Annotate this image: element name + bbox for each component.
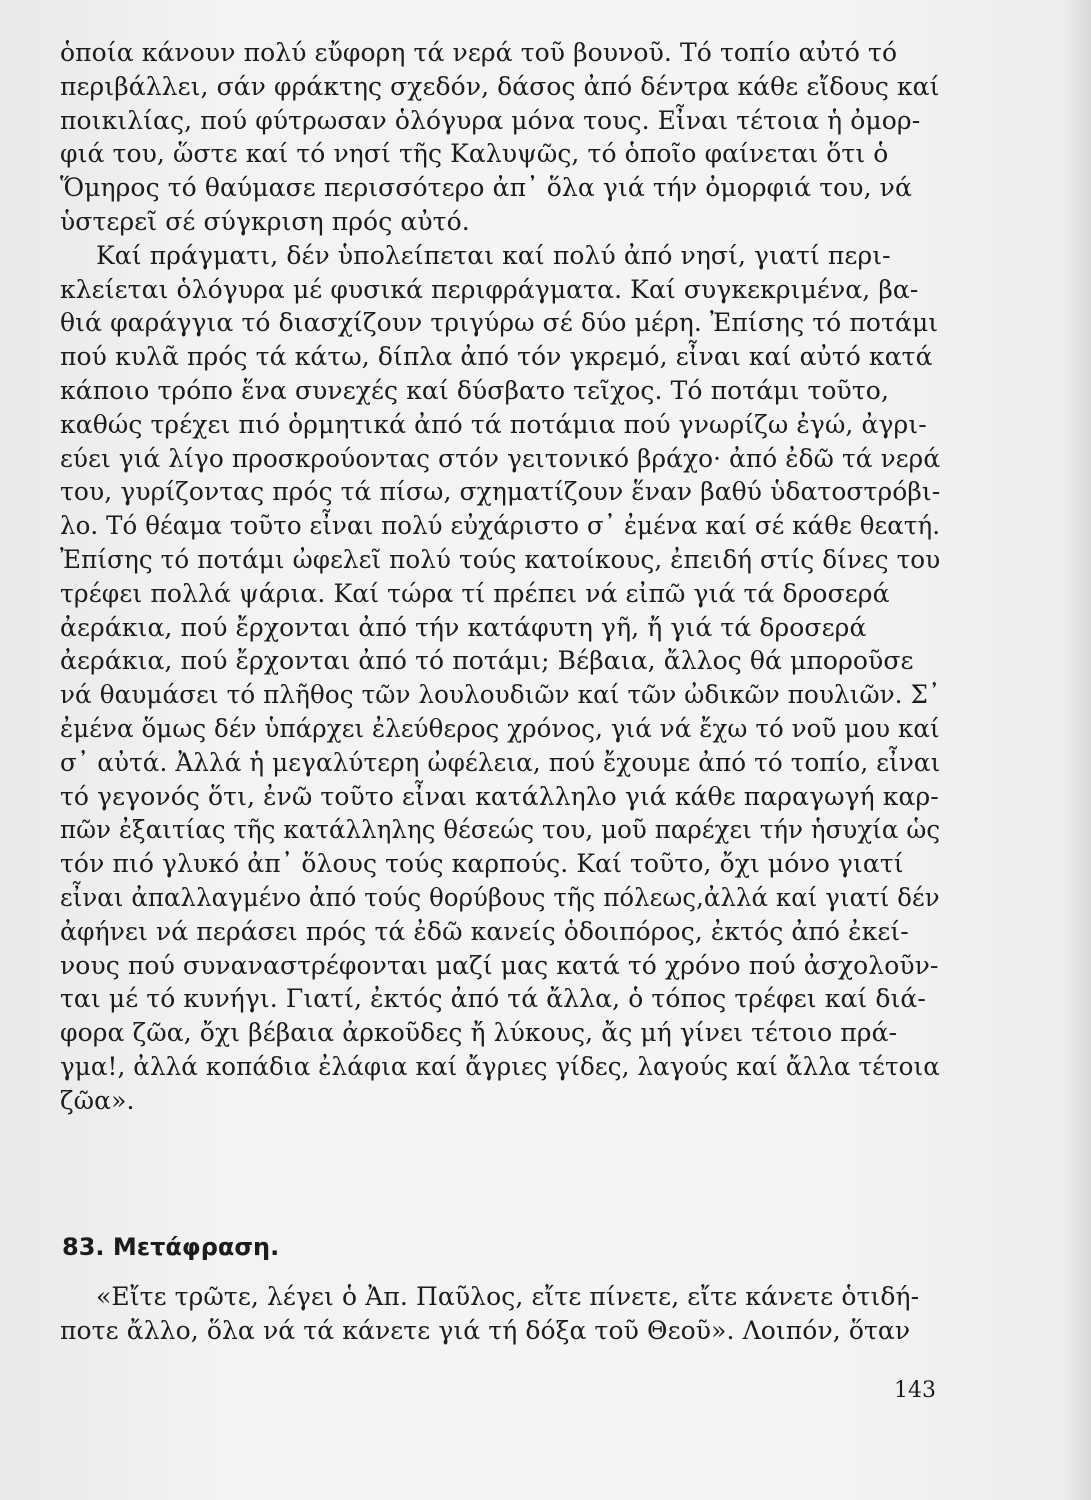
- text-line: Ἐπίσης τό ποτάμι ὠφελεῖ πολύ τούς κατοίκους, ἐπειδή στίς δίνες του: [60, 544, 941, 574]
- page-number: 143: [894, 1378, 936, 1403]
- text-line: ζῶα».: [60, 1085, 135, 1115]
- text-line: φιά του, ὥστε καί τό νησί τῆς Καλυψῶς, τό ὁποῖο φαίνεται ὅτι ὁ: [60, 139, 889, 169]
- text-line: ἀεράκια, πού ἔρχονται ἀπό τήν κατάφυτη γῆ, ἤ γιά τά δροσερά: [60, 612, 867, 642]
- text-line: τρέφει πολλά ψάρια. Καί τώρα τί πρέπει νά εἰπῶ γιά τά δροσερά: [60, 578, 890, 608]
- text-line: τό γεγονός ὅτι, ἐνῶ τοῦτο εἶναι κατάλληλο γιά κάθε παραγωγή καρ-: [60, 781, 939, 811]
- text-line: καθώς τρέχει πιό ὁρμητικά ἀπό τά ποτάμια πού γνωρίζω ἐγώ, ἀγρι-: [60, 409, 927, 439]
- text-line: θιά φαράγγια τό διασχίζουν τριγύρω σέ δύο μέρη. Ἐπίσης τό ποτάμι: [60, 308, 939, 338]
- text-line: πῶν ἐξαιτίας τῆς κατάλληλης θέσεώς του, μοῦ παρέχει τήν ἡσυχία ὡς: [60, 815, 941, 845]
- text-line: Ὅμηρος τό θαύμασε περισσότερο ἀπ᾽ ὅλα γιά τήν ὀμορφιά του, νά: [60, 173, 912, 203]
- text-line: κλείεται ὁλόγυρα μέ φυσικά περιφράγματα. Καί συγκεκριμένα, βα-: [60, 274, 919, 304]
- text-line: φορα ζῶα, ὄχι βέβαια ἀρκοῦδες ἤ λύκους, ἄς μή γίνει τέτοιο πρά-: [60, 1018, 898, 1048]
- body-text-section-2: [60, 1280, 940, 1348]
- text-line: ὁποία κάνουν πολύ εὔφορη τά νερά τοῦ βουνοῦ. Τό τοπίο αὐτό τό: [60, 38, 898, 67]
- text-line: σ᾽ αὐτά. Ἀλλά ἡ μεγαλύτερη ὠφέλεια, πού ἔχουμε ἀπό τό τοπίο, εἶναι: [60, 747, 941, 777]
- text-line: κάποιο τρόπο ἕνα συνεχές καί δύσβατο τεῖχος. Τό ποτάμι τοῦτο,: [60, 375, 889, 405]
- text-line: ὑστερεῖ σέ σύγκριση πρός αὐτό.: [60, 206, 470, 236]
- text-line: ἐμένα ὅμως δέν ὑπάρχει ἐλεύθερος χρόνος, γιά νά ἔχω τό νοῦ μου καί: [60, 713, 940, 743]
- text-line: νους πού συναναστρέφονται μαζί μας κατά τό χρόνο πού ἀσχολοῦν-: [60, 950, 939, 980]
- section-heading: 83. Μετάφραση.: [62, 1233, 280, 1261]
- text-line: γμα!, ἀλλά κοπάδια ἐλάφια καί ἄγριες γίδες, λαγούς καί ἄλλα τέτοια: [60, 1051, 940, 1081]
- text-line: ποτε ἄλλο, ὅλα νά τά κάνετε γιά τή δόξα τοῦ Θεοῦ». Λοιπόν, ὅταν: [60, 1315, 911, 1345]
- text-line: πού κυλᾶ πρός τά κάτω, δίπλα ἀπό τόν γκρεμό, εἶναι καί αὐτό κατά: [60, 342, 933, 372]
- text-line: ἀφήνει νά περάσει πρός τά ἐδῶ κανείς ὁδοιπόρος, ἐκτός ἀπό ἐκεί-: [60, 916, 909, 946]
- text-line: εύει γιά λίγο προσκρούοντας στόν γειτονικό βράχο· ἀπό ἐδῶ τά νερά: [60, 443, 941, 473]
- text-line: τόν πιό γλυκό ἀπ᾽ ὅλους τούς καρπούς. Καί τοῦτο, ὄχι μόνο γιατί: [60, 849, 904, 879]
- text-line: του, γυρίζοντας πρός τά πίσω, σχηματίζουν ἕναν βαθύ ὑδατοστρόβι-: [60, 477, 941, 507]
- text-line: ποικιλίας, πού φύτρωσαν ὁλόγυρα μόνα τους. Εἶναι τέτοια ἡ ὀμορ-: [60, 105, 921, 135]
- text-line: λο. Τό θέαμα τοῦτο εἶναι πολύ εὐχάριστο σ᾽ ἐμένα καί σέ κάθε θεατή.: [60, 511, 941, 541]
- text-line: εἶναι ἀπαλλαγμένο ἀπό τούς θορύβους τῆς πόλεως,ἀλλά καί γιατί δέν: [60, 882, 940, 912]
- text-line: περιβάλλει, σάν φράκτης σχεδόν, δάσος ἀπό δέντρα κάθε εἴδους καί: [60, 71, 940, 101]
- paragraph-start-line: «Εἴτε τρῶτε, λέγει ὁ Ἀπ. Παῦλος, εἴτε πίνετε, εἴτε κάνετε ὁτιδή-: [96, 1282, 920, 1311]
- paragraph-start-line: Καί πράγματι, δέν ὑπολείπεται καί πολύ ἀπό νησί, γιατί περι-: [96, 240, 891, 270]
- text-line: νά θαυμάσει τό πλῆθος τῶν λουλουδιῶν καί τῶν ὠδικῶν πουλιῶν. Σ᾽: [60, 680, 941, 710]
- body-text-section-1: [60, 36, 940, 1118]
- text-line: ἀεράκια, πού ἔρχονται ἀπό τό ποτάμι; Βέβαια, ἄλλος θά μποροῦσε: [60, 646, 914, 676]
- page-edge-shadow: [1063, 0, 1091, 1500]
- text-line: ται μέ τό κυνήγι. Γιατί, ἐκτός ἀπό τά ἄλλα, ὁ τόπος τρέφει καί διά-: [60, 984, 926, 1014]
